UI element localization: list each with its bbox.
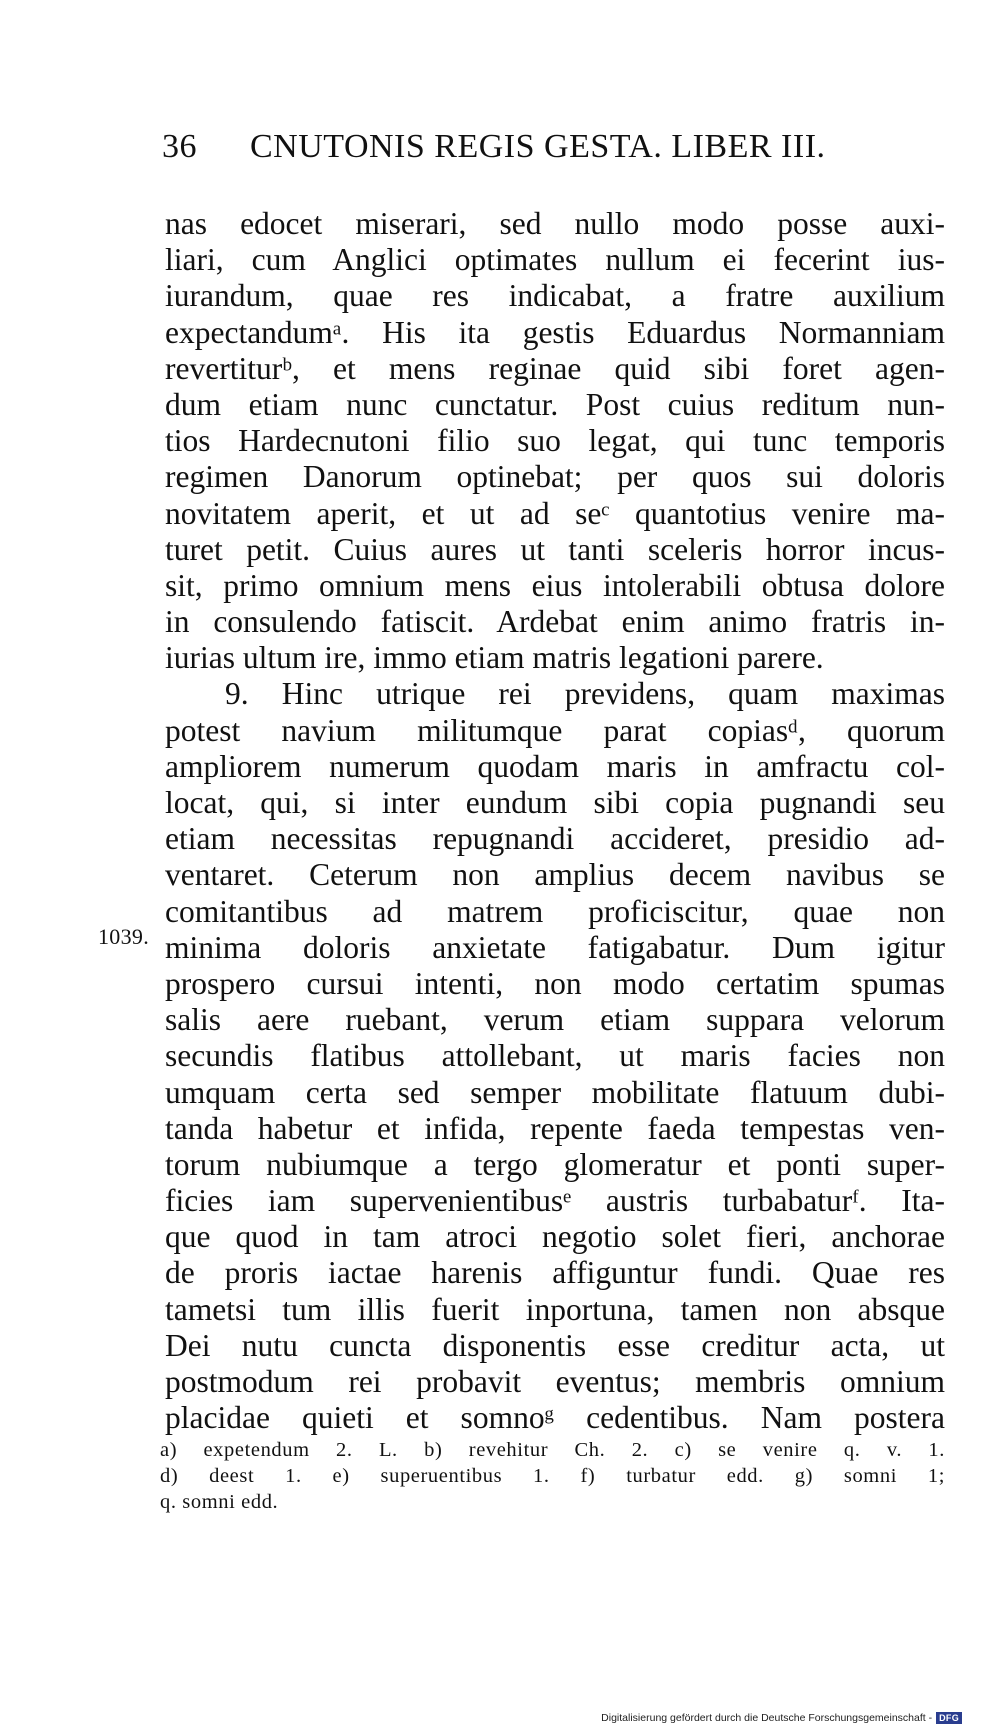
text-line: novitatem aperit, et ut ad seᶜ quantotius venire ma- [165,495,945,531]
running-title: CNUTONIS REGIS GESTA. LIBER III. [250,128,826,165]
text-line: ficies iam supervenientibusᵉ austris turbabaturᶠ. Ita- [165,1183,945,1219]
text-line: placidae quieti et somnoᵍ cedentibus. Nam postera [165,1400,945,1436]
running-head [162,128,942,166]
text-line: etiam necessitas repugnandi accideret, presidio ad- [165,821,945,857]
footnote-line: q. somni edd. [160,1491,279,1513]
text-line: minima doloris anxietate fatigabatur. Dum igitur [165,929,945,965]
text-line: iurias ultum ire, immo etiam matris legationi parere. [165,640,824,676]
text-line: dum etiam nunc cunctatur. Post cuius reditum nun- [165,386,945,422]
text-line: regimen Danorum optinebat; per quos sui doloris [165,459,945,495]
footnotes [160,1437,945,1515]
dfg-logo: DFG [936,1712,962,1724]
text-line: que quod in tam atroci negotio solet fieri, anchorae [165,1219,945,1255]
text-line: tios Hardecnutoni filio suo legat, qui tunc temporis [165,423,945,459]
text-line: postmodum rei probavit eventus; membris omnium [165,1364,945,1399]
text-line: in consulendo fatiscit. Ardebat enim animo fratris in- [165,604,945,640]
margin-year-note: 1039. [98,924,149,949]
text-line: revertiturᵇ, et mens reginae quid sibi foret agen- [165,350,945,386]
text-line: turet petit. Cuius aures ut tanti sceleris horror incus- [165,531,945,567]
text-line: iurandum, quae res indicabat, a fratre auxilium [165,278,945,314]
text-line: de proris iactae harenis affiguntur fundi. Quae res [165,1255,945,1291]
text-line: Dei nutu cuncta disponentis esse creditur acta, ut [165,1327,945,1363]
text-line: tanda habetur et infida, repente faeda tempestas ven- [165,1110,945,1146]
text-line: ventaret. Ceterum non amplius decem navibus se [165,857,945,893]
text-line: liari, cum Anglici optimates nullum ei fecerint ius- [165,242,945,278]
body-text [165,206,945,1436]
text-line: torum nubiumque a tergo glomeratur et ponti super- [165,1146,945,1182]
text-line: sit, primo omnium mens eius intolerabili obtusa dolore [165,567,945,603]
text-line: nas edocet miserari, sed nullo modo posse auxi- [165,206,945,241]
text-line: salis aere ruebant, verum etiam suppara velorum [165,1002,945,1038]
paragraph-9-start: 9. Hinc utrique rei previdens, quam maximas [225,676,945,712]
footnote-line: d) deest 1. e) superuentibus 1. f) turbatur edd. g) somni 1; [160,1465,945,1487]
text-line: tametsi tum illis fuerit inportuna, tamen non absque [165,1291,945,1327]
text-line: ampliorem numerum quodam maris in amfractu col- [165,748,945,784]
page-number: 36 [162,128,197,165]
text-line: comitantibus ad matrem proficiscitur, quae non [165,893,945,929]
text-line: expectandumᵃ. His ita gestis Eduardus Normanniam [165,314,945,350]
text-line: umquam certa sed semper mobilitate flatuum dubi- [165,1074,945,1110]
text-line: prospero cursui intenti, non modo certatim spumas [165,965,945,1001]
text-line: potest navium militumque parat copiasᵈ, quorum [165,712,945,748]
footnote-line: a) expetendum 2. L. b) revehitur Ch. 2. c) se venire q. v. 1. [160,1439,945,1461]
text-line: secundis flatibus attollebant, ut maris facies non [165,1038,945,1074]
credit-text: Digitalisierung gefördert durch die Deutsche Forschungsgemeinschaft - [601,1712,933,1724]
text-line: locat, qui, si inter eundum sibi copia pugnandi seu [165,785,945,820]
digitization-credit [601,1712,962,1724]
